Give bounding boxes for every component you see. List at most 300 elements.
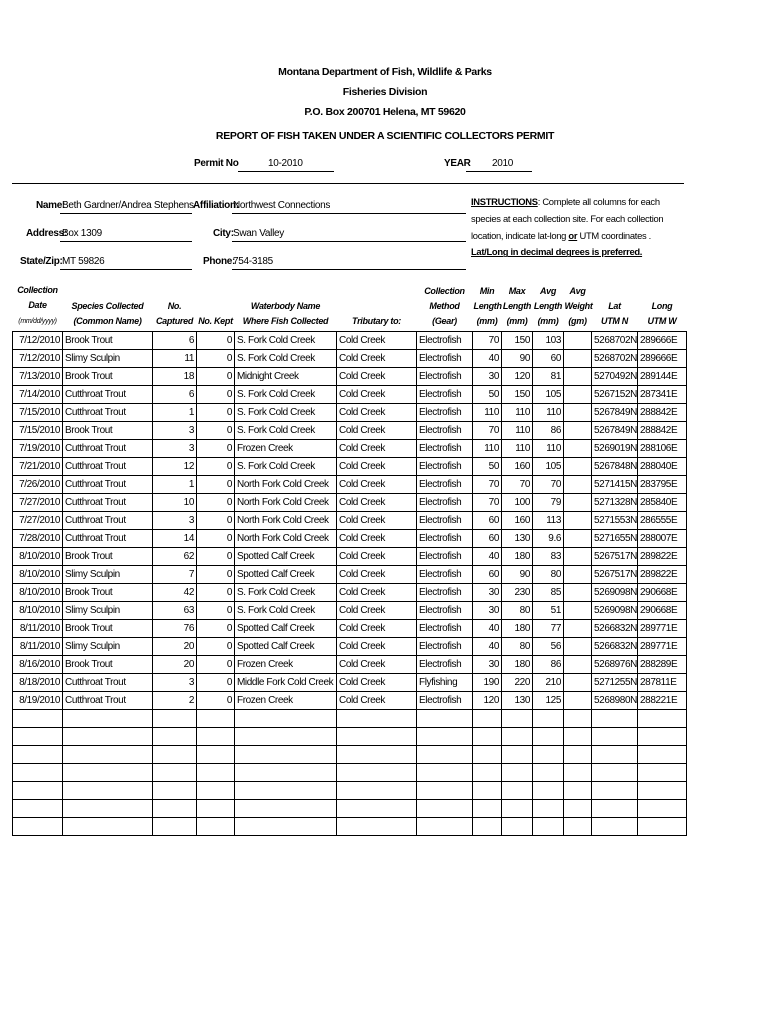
blank-cell [533, 728, 564, 746]
table-cell: 7/12/2010 [13, 332, 63, 350]
blank-cell [533, 818, 564, 836]
blank-cell [533, 800, 564, 818]
table-cell [564, 404, 592, 422]
blank-cell [502, 782, 533, 800]
table-cell: Slimy Sculpin [63, 350, 153, 368]
table-cell: 7/19/2010 [13, 440, 63, 458]
table-cell: 7/21/2010 [13, 458, 63, 476]
blank-cell [417, 782, 473, 800]
table-cell: 290668E [638, 602, 687, 620]
table-row [13, 692, 687, 710]
table-cell [564, 368, 592, 386]
table-cell: 0 [197, 368, 235, 386]
table-cell: Cold Creek [337, 566, 417, 584]
table-cell: 6 [153, 386, 197, 404]
table-cell: 283795E [638, 476, 687, 494]
table-cell: 5267517N [592, 566, 638, 584]
blank-cell [417, 818, 473, 836]
blank-cell [564, 818, 592, 836]
address-label: Address: [26, 228, 67, 239]
table-cell: 5269098N [592, 584, 638, 602]
table-row [13, 404, 687, 422]
table-cell: 50 [473, 458, 502, 476]
table-cell: 160 [502, 512, 533, 530]
table-cell: Spotted Calf Creek [235, 620, 337, 638]
table-row [13, 674, 687, 692]
table-row [13, 548, 687, 566]
table-cell: 0 [197, 458, 235, 476]
blank-cell [564, 764, 592, 782]
table-cell: 5269019N [592, 440, 638, 458]
table-cell: 180 [502, 548, 533, 566]
table-cell [564, 530, 592, 548]
blank-cell [564, 746, 592, 764]
table-header [13, 280, 687, 332]
table-cell: 5271255N [592, 674, 638, 692]
table-cell: 7/15/2010 [13, 404, 63, 422]
table-cell: Electrofish [417, 332, 473, 350]
table-cell: 7/26/2010 [13, 476, 63, 494]
blank-cell [473, 782, 502, 800]
address-value: Box 1309 [62, 228, 102, 239]
blank-cell [564, 800, 592, 818]
table-row [13, 350, 687, 368]
table-cell: 290668E [638, 584, 687, 602]
table-cell: 30 [473, 602, 502, 620]
table-cell: 160 [502, 458, 533, 476]
instructions-or: or [568, 229, 578, 241]
table-row [13, 386, 687, 404]
table-cell [564, 332, 592, 350]
table-cell: 0 [197, 548, 235, 566]
table-cell: 7 [153, 566, 197, 584]
col-tributary: Tributary to: [337, 280, 417, 332]
table-cell: Electrofish [417, 494, 473, 512]
table-cell: Electrofish [417, 692, 473, 710]
table-cell: 76 [153, 620, 197, 638]
blank-cell [197, 710, 235, 728]
table-cell: 7/13/2010 [13, 368, 63, 386]
table-cell: 0 [197, 386, 235, 404]
table-cell: 5267848N [592, 458, 638, 476]
table-cell: 7/27/2010 [13, 512, 63, 530]
table-cell: Cutthroat Trout [63, 512, 153, 530]
table-cell: 5266832N [592, 638, 638, 656]
table-cell: 5271415N [592, 476, 638, 494]
table-cell: 56 [533, 638, 564, 656]
table-cell: 5268980N [592, 692, 638, 710]
table-cell [564, 620, 592, 638]
table-cell: 30 [473, 584, 502, 602]
blank-row [13, 800, 687, 818]
blank-cell [533, 764, 564, 782]
table-cell: Middle Fork Cold Creek [235, 674, 337, 692]
table-cell: 7/15/2010 [13, 422, 63, 440]
table-cell: S. Fork Cold Creek [235, 350, 337, 368]
table-cell: 20 [153, 638, 197, 656]
phone-label: Phone: [203, 256, 236, 267]
table-cell: 42 [153, 584, 197, 602]
table-cell: 40 [473, 350, 502, 368]
table-cell: 105 [533, 458, 564, 476]
blank-cell [564, 782, 592, 800]
table-cell [564, 638, 592, 656]
table-cell: 5267849N [592, 404, 638, 422]
table-cell: 150 [502, 332, 533, 350]
table-cell: 105 [533, 386, 564, 404]
table-cell: 150 [502, 386, 533, 404]
table-cell: 288842E [638, 404, 687, 422]
table-cell: 130 [502, 530, 533, 548]
table-cell: 5267849N [592, 422, 638, 440]
table-cell: 289666E [638, 332, 687, 350]
table-cell: 14 [153, 530, 197, 548]
table-cell: Frozen Creek [235, 656, 337, 674]
instructions-text-2: UTM coordinates . [577, 229, 651, 241]
blank-cell [153, 764, 197, 782]
blank-cell [13, 818, 63, 836]
table-cell: 3 [153, 674, 197, 692]
table-cell: Electrofish [417, 602, 473, 620]
table-cell: Frozen Creek [235, 692, 337, 710]
table-cell: 8/10/2010 [13, 602, 63, 620]
blank-cell [63, 800, 153, 818]
table-cell: 0 [197, 602, 235, 620]
blank-row [13, 818, 687, 836]
affiliation-label: Affiliation: [193, 200, 239, 211]
table-cell: Electrofish [417, 656, 473, 674]
table-cell: 288007E [638, 530, 687, 548]
table-cell: Cold Creek [337, 332, 417, 350]
col-waterbody: Waterbody Name Where Fish Collected [235, 280, 337, 332]
table-cell: 77 [533, 620, 564, 638]
table-cell: 285840E [638, 494, 687, 512]
table-cell: 12 [153, 458, 197, 476]
table-cell: 8/18/2010 [13, 674, 63, 692]
col-avg-length: Avg Length (mm) [533, 280, 564, 332]
blank-cell [473, 710, 502, 728]
table-cell: Cold Creek [337, 584, 417, 602]
year-label: YEAR [444, 158, 471, 169]
table-cell: Electrofish [417, 512, 473, 530]
blank-cell [592, 818, 638, 836]
state-label: State/Zip: [20, 256, 63, 267]
table-cell: 5271553N [592, 512, 638, 530]
blank-cell [13, 746, 63, 764]
table-cell: 287341E [638, 386, 687, 404]
city-value: Swan Valley [233, 228, 284, 239]
table-cell: Cold Creek [337, 350, 417, 368]
table-row [13, 638, 687, 656]
table-cell: Slimy Sculpin [63, 602, 153, 620]
blank-cell [502, 746, 533, 764]
table-cell: Cutthroat Trout [63, 530, 153, 548]
blank-cell [337, 728, 417, 746]
blank-cell [235, 710, 337, 728]
table-cell: Cold Creek [337, 620, 417, 638]
table-cell: North Fork Cold Creek [235, 476, 337, 494]
blank-cell [473, 818, 502, 836]
table-cell: 286555E [638, 512, 687, 530]
table-cell: 130 [502, 692, 533, 710]
blank-cell [473, 746, 502, 764]
table-cell: Cold Creek [337, 692, 417, 710]
table-cell: 0 [197, 350, 235, 368]
blank-cell [337, 818, 417, 836]
agency-name: Montana Department of Fish, Wildlife & Parks [278, 66, 492, 78]
table-cell: 70 [473, 332, 502, 350]
table-cell: Electrofish [417, 422, 473, 440]
blank-cell [592, 728, 638, 746]
table-row [13, 620, 687, 638]
table-cell: 5267152N [592, 386, 638, 404]
table-cell [564, 656, 592, 674]
blank-cell [592, 764, 638, 782]
blank-cell [638, 764, 687, 782]
table-cell: Cold Creek [337, 638, 417, 656]
blank-cell [337, 800, 417, 818]
table-cell: S. Fork Cold Creek [235, 422, 337, 440]
blank-cell [13, 710, 63, 728]
permit-label: Permit No [194, 158, 239, 169]
blank-cell [417, 728, 473, 746]
name-value: Beth Gardner/Andrea Stephens [62, 200, 194, 211]
table-cell: 62 [153, 548, 197, 566]
table-cell: 1 [153, 404, 197, 422]
blank-cell [564, 728, 592, 746]
phone-value: 754-3185 [233, 256, 273, 267]
table-cell: S. Fork Cold Creek [235, 602, 337, 620]
blank-cell [153, 746, 197, 764]
report-title: REPORT OF FISH TAKEN UNDER A SCIENTIFIC COLLECTORS PERMIT [215, 130, 555, 142]
col-captured: No. Captured [153, 280, 197, 332]
table-cell: 0 [197, 422, 235, 440]
blank-cell [502, 764, 533, 782]
table-cell: 8/16/2010 [13, 656, 63, 674]
table-cell: 7/14/2010 [13, 386, 63, 404]
table-cell: 289666E [638, 350, 687, 368]
table-cell: 3 [153, 512, 197, 530]
blank-cell [638, 728, 687, 746]
blank-cell [502, 800, 533, 818]
blank-cell [417, 710, 473, 728]
table-cell: 8/11/2010 [13, 620, 63, 638]
table-cell: 81 [533, 368, 564, 386]
table-cell: 90 [502, 566, 533, 584]
table-cell: S. Fork Cold Creek [235, 332, 337, 350]
table-cell: 40 [473, 548, 502, 566]
table-cell: 11 [153, 350, 197, 368]
blank-cell [197, 782, 235, 800]
table-cell: 0 [197, 404, 235, 422]
blank-cell [337, 764, 417, 782]
table-cell [564, 350, 592, 368]
table-cell: 60 [473, 566, 502, 584]
blank-cell [235, 782, 337, 800]
table-cell: North Fork Cold Creek [235, 494, 337, 512]
table-cell [564, 440, 592, 458]
table-cell: Cold Creek [337, 476, 417, 494]
blank-cell [197, 728, 235, 746]
table-cell: 5268702N [592, 332, 638, 350]
table-cell: 288040E [638, 458, 687, 476]
table-cell: Electrofish [417, 530, 473, 548]
table-cell: 287811E [638, 674, 687, 692]
table-body [13, 332, 687, 836]
table-cell: Electrofish [417, 386, 473, 404]
col-long: Long UTM W [638, 280, 687, 332]
table-cell: 2 [153, 692, 197, 710]
table-cell: 80 [502, 638, 533, 656]
blank-cell [592, 710, 638, 728]
table-cell: 9.6 [533, 530, 564, 548]
city-label: City: [213, 228, 234, 239]
blank-cell [235, 728, 337, 746]
table-cell: 0 [197, 494, 235, 512]
blank-cell [153, 800, 197, 818]
table-cell: North Fork Cold Creek [235, 530, 337, 548]
blank-row [13, 764, 687, 782]
table-cell: 40 [473, 638, 502, 656]
affiliation-value: Northwest Connections [233, 200, 331, 211]
table-cell: 5270492N [592, 368, 638, 386]
table-cell: 110 [473, 440, 502, 458]
instructions [471, 194, 681, 261]
blank-cell [197, 800, 235, 818]
table-cell: 288842E [638, 422, 687, 440]
table-cell: 0 [197, 584, 235, 602]
table-cell: 5267517N [592, 548, 638, 566]
blank-cell [638, 800, 687, 818]
table-cell: Flyfishing [417, 674, 473, 692]
blank-cell [638, 818, 687, 836]
blank-cell [235, 800, 337, 818]
table-cell: Brook Trout [63, 368, 153, 386]
name-label: Name: [36, 200, 66, 211]
table-cell: Cutthroat Trout [63, 386, 153, 404]
table-cell: 190 [473, 674, 502, 692]
col-lat: Lat UTM N [592, 280, 638, 332]
blank-cell [638, 746, 687, 764]
table-cell [564, 458, 592, 476]
table-cell: 7/28/2010 [13, 530, 63, 548]
table-cell: 86 [533, 656, 564, 674]
blank-cell [235, 818, 337, 836]
table-cell: North Fork Cold Creek [235, 512, 337, 530]
table-cell: 86 [533, 422, 564, 440]
table-row [13, 368, 687, 386]
table-cell: 8/11/2010 [13, 638, 63, 656]
table-cell: S. Fork Cold Creek [235, 458, 337, 476]
table-cell: Electrofish [417, 548, 473, 566]
blank-cell [417, 764, 473, 782]
blank-cell [502, 728, 533, 746]
table-cell: Cold Creek [337, 530, 417, 548]
blank-cell [153, 818, 197, 836]
table-cell: 289771E [638, 638, 687, 656]
blank-cell [153, 782, 197, 800]
table-cell: Cold Creek [337, 602, 417, 620]
table-cell: Cold Creek [337, 512, 417, 530]
table-cell: 10 [153, 494, 197, 512]
table-row [13, 656, 687, 674]
table-cell [564, 584, 592, 602]
table-cell: 40 [473, 620, 502, 638]
table-cell: 289144E [638, 368, 687, 386]
table-cell: 120 [473, 692, 502, 710]
table-cell [564, 602, 592, 620]
table-cell: 288106E [638, 440, 687, 458]
table-cell [564, 566, 592, 584]
table-cell: Electrofish [417, 440, 473, 458]
table-cell: 288221E [638, 692, 687, 710]
blank-cell [197, 746, 235, 764]
table-cell: 210 [533, 674, 564, 692]
table-cell: 30 [473, 656, 502, 674]
table-cell: Cutthroat Trout [63, 674, 153, 692]
table-cell: Cutthroat Trout [63, 458, 153, 476]
table-cell: Electrofish [417, 404, 473, 422]
table-cell [564, 476, 592, 494]
table-cell: 0 [197, 656, 235, 674]
table-cell: 8/10/2010 [13, 548, 63, 566]
table-cell: 60 [533, 350, 564, 368]
table-cell: 110 [502, 404, 533, 422]
blank-cell [417, 746, 473, 764]
table-row [13, 530, 687, 548]
table-cell: S. Fork Cold Creek [235, 404, 337, 422]
division-name: Fisheries Division [342, 86, 428, 98]
blank-cell [417, 800, 473, 818]
col-species: Species Collected (Common Name) [63, 280, 153, 332]
table-cell: Cutthroat Trout [63, 476, 153, 494]
table-row [13, 584, 687, 602]
table-cell: Electrofish [417, 620, 473, 638]
table-cell: 110 [533, 404, 564, 422]
table-cell: 80 [502, 602, 533, 620]
table-cell: 120 [502, 368, 533, 386]
col-kept: No. Kept [197, 280, 235, 332]
table-cell: 220 [502, 674, 533, 692]
blank-cell [13, 764, 63, 782]
blank-cell [63, 764, 153, 782]
table-cell: Brook Trout [63, 332, 153, 350]
table-cell: Cold Creek [337, 458, 417, 476]
blank-cell [638, 710, 687, 728]
state-value: MT 59826 [62, 256, 105, 267]
table-cell: 230 [502, 584, 533, 602]
table-cell: S. Fork Cold Creek [235, 386, 337, 404]
table-cell: Cold Creek [337, 440, 417, 458]
table-cell: 5271328N [592, 494, 638, 512]
table-cell: 289822E [638, 548, 687, 566]
table-cell: 289822E [638, 566, 687, 584]
table-cell: Cold Creek [337, 548, 417, 566]
blank-cell [13, 728, 63, 746]
blank-row [13, 710, 687, 728]
blank-cell [337, 710, 417, 728]
blank-cell [592, 746, 638, 764]
table-cell: 0 [197, 530, 235, 548]
table-cell: Cold Creek [337, 386, 417, 404]
table-cell: 110 [533, 440, 564, 458]
table-cell: 0 [197, 638, 235, 656]
blank-cell [473, 764, 502, 782]
table-cell: 70 [502, 476, 533, 494]
blank-row [13, 728, 687, 746]
table-cell: Electrofish [417, 566, 473, 584]
blank-cell [533, 710, 564, 728]
